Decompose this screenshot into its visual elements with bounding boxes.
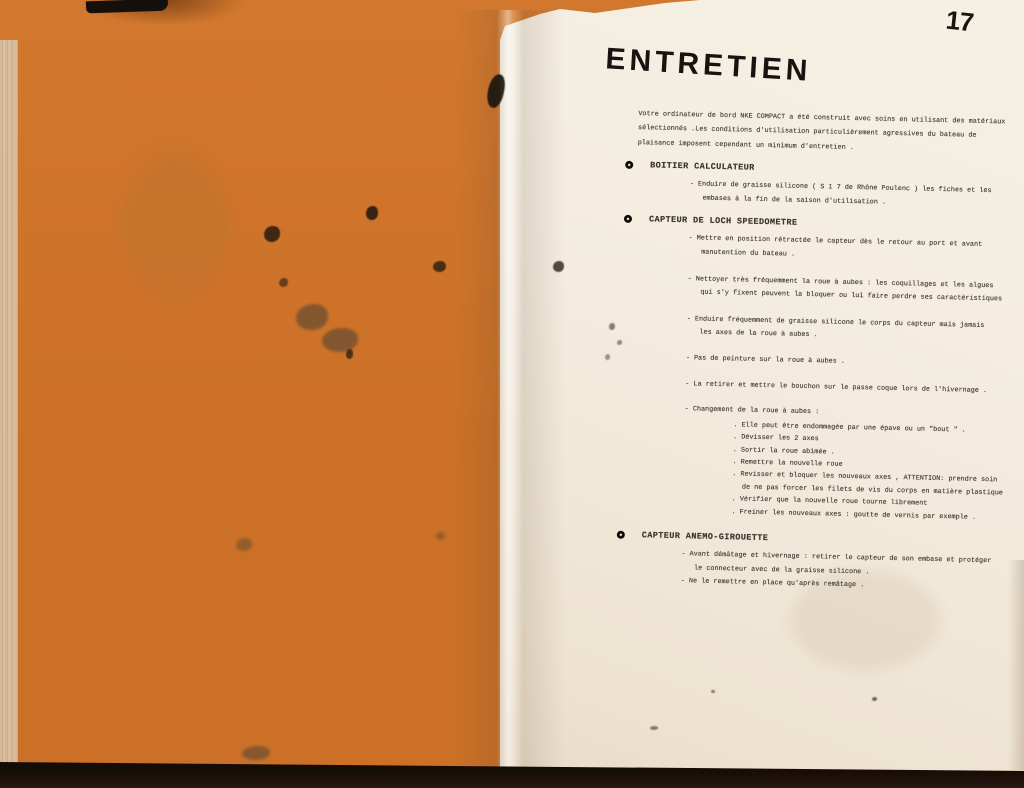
left-blank-page [0, 0, 509, 782]
bullet-icon [617, 531, 625, 539]
ink-smudge [436, 532, 445, 540]
text-line: - Pas de peinture sur la roue à aubes . [685, 354, 845, 366]
ink-smudge [236, 538, 252, 551]
bullet-icon [624, 215, 632, 223]
text-line: Votre ordinateur de bord NKE COMPACT a été construit avec soins en utilisant des matériaux [638, 110, 1006, 127]
text-line: le connecteur avec de la graisse silicone . [694, 564, 870, 577]
ink-smudge [553, 261, 564, 272]
bullet-icon [625, 161, 633, 169]
ink-smudge [346, 349, 353, 359]
list-item [686, 313, 1016, 348]
ink-smudge [872, 697, 877, 701]
page-title: ENTRETIEN [604, 42, 813, 88]
text-line: . Revisser et bloquer les nouveaux axes , ATTENTION: prendre soin [732, 470, 998, 485]
page-number: 17 [944, 4, 975, 38]
section-boitier-calculateur [588, 159, 1019, 213]
ink-smudge [264, 226, 280, 242]
text-line: plaisance imposent cependant un minimum d'entretien . [637, 138, 854, 152]
section-capteur-loch-speedometre [581, 213, 1018, 524]
text-line: - Nettoyer très fréquemment la roue à aubes : les coquillages et les algues [687, 274, 994, 290]
ink-smudge [296, 304, 328, 330]
text-line: . Freiner les nouveaux axes : goutte de vernis par exemple . [731, 507, 977, 522]
list-item [687, 273, 1017, 308]
sub-list [731, 419, 1013, 525]
section-heading: CAPTEUR ANEMO-GIROUETTE [641, 530, 769, 544]
list-item [689, 178, 1019, 213]
ink-smudge [242, 746, 270, 760]
text-line: . Elle peut être endommagée par une épave ou un "bout " . [733, 421, 966, 435]
text-line: . Dévisser les 2 axes [732, 433, 819, 444]
text-line: embases à la fin de la saison d'utilisation . [702, 194, 887, 207]
ink-smudge [433, 261, 446, 272]
text-line: manutention du bateau . [701, 248, 796, 259]
text-line: - Changement de la roue à aubes : [684, 405, 820, 417]
text-line: - La retirer et mettre le bouchon sur le passe coque lors de l'hivernage . [685, 379, 988, 395]
section-heading: CAPTEUR DE LOCH SPEEDOMETRE [648, 214, 798, 229]
paper-stain [120, 150, 230, 300]
list-item [685, 378, 1014, 399]
text-line: - Ne le remettre en place qu'après remâtage . [680, 577, 865, 590]
list-item [686, 352, 1015, 373]
text-line: . Remettre la nouvelle roue [732, 458, 843, 469]
text-line: sélectionnés .Les conditions d'utilisation particulièrement agressives du bateau de [637, 124, 977, 141]
text-line: qui s'y fixent peuvent la bloquer ou lui faire perdre ses caractéristiques [700, 288, 1003, 304]
page-edge-shade [1008, 560, 1024, 770]
section-heading: BOITIER CALCULATEUR [650, 160, 755, 173]
manual-page-content [579, 42, 1021, 605]
text-line: - Avant démâtage et hivernage : retirer le capteur de son embase et protéger [681, 550, 992, 566]
ink-smudge [650, 726, 658, 730]
book-spine [455, 10, 565, 782]
list-item [682, 403, 1013, 524]
text-line: de ne pas forcer les filets de vis du corps en matière plastique [741, 483, 1004, 498]
text-line: - Enduire fréquemment de graisse silicone le corps du capteur mais jamais [686, 315, 985, 330]
text-line: - Mettre en position rétractée le capteur dès le retour au port et avant [688, 234, 983, 250]
ink-smudge [366, 206, 378, 220]
intro-paragraph [638, 107, 1015, 159]
text-line: - Enduire de graisse silicone ( S 1 7 de Rhône Poulenc ) les fiches et les [689, 180, 992, 196]
text-line: . Vérifier que la nouvelle roue tourne librement [731, 495, 928, 508]
ink-smudge [279, 278, 288, 287]
ink-smudge [322, 328, 358, 352]
text-line: les axes de la roue à aubes . [699, 328, 818, 340]
section-capteur-anemo-girouette [580, 529, 1011, 597]
list-item [688, 233, 1018, 268]
text-line: . Sortir la roue abimée . [732, 445, 835, 457]
page-stack-edge [0, 40, 18, 782]
ink-smudge [711, 690, 715, 693]
list-item [681, 548, 1011, 596]
